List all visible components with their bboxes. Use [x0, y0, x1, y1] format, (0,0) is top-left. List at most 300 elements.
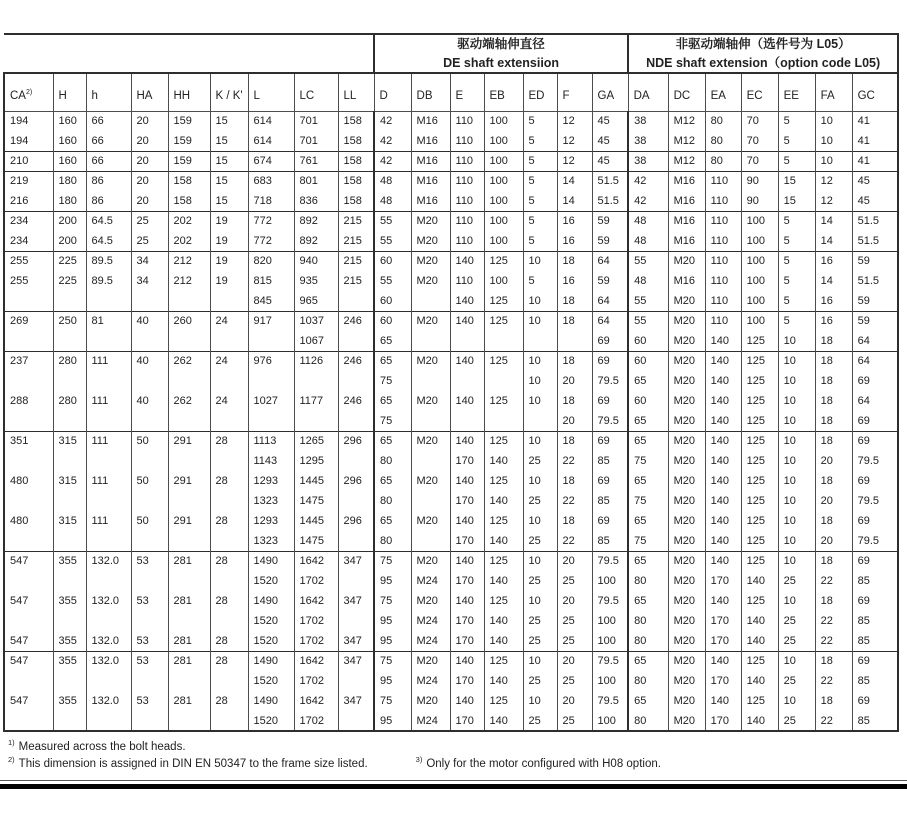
cell-FA: 20 [815, 531, 852, 551]
cell-LL: 246 [338, 311, 374, 331]
cell-EA: 140 [705, 431, 741, 451]
cell-GC: 51.5 [852, 271, 898, 291]
cell-EC: 100 [741, 271, 778, 291]
cell-KK [210, 291, 248, 311]
cell-DB [411, 411, 450, 431]
footnote-1-marker: 1) [8, 738, 15, 748]
cell-DC: M16 [668, 191, 705, 211]
cell-CA [4, 411, 53, 431]
cell-EC: 125 [741, 411, 778, 431]
cell-EC: 140 [741, 671, 778, 691]
cell-DA: 80 [628, 631, 668, 651]
cell-GA: 79.5 [592, 551, 628, 571]
table-row [4, 311, 898, 331]
cell-EB: 125 [484, 351, 523, 371]
cell-LC: 1642 [294, 551, 338, 571]
cell-HH: 202 [168, 231, 210, 251]
cell-FA: 12 [815, 191, 852, 211]
cell-ED [523, 411, 557, 431]
cell-DB: M16 [411, 151, 450, 171]
cell-DA: 42 [628, 171, 668, 191]
cell-DB [411, 451, 450, 471]
cell-DA: 55 [628, 251, 668, 271]
table-row [4, 411, 898, 431]
cell-KK: 15 [210, 151, 248, 171]
cell-DC: M20 [668, 471, 705, 491]
column-header-KK: K / K' [210, 73, 248, 111]
cell-H: 225 [53, 251, 86, 271]
cell-H [53, 671, 86, 691]
cell-EE: 10 [778, 531, 815, 551]
cell-h: 66 [86, 151, 131, 171]
cell-CA: 547 [4, 551, 53, 571]
cell-EA: 110 [705, 211, 741, 231]
cell-KK [210, 411, 248, 431]
cell-CA [4, 611, 53, 631]
cell-LC: 1702 [294, 571, 338, 591]
cell-EC: 140 [741, 711, 778, 731]
cell-FA: 18 [815, 331, 852, 351]
cell-EE: 5 [778, 151, 815, 171]
cell-H: 355 [53, 591, 86, 611]
cell-HA: 50 [131, 431, 168, 451]
cell-KK: 19 [210, 211, 248, 231]
cell-EE: 5 [778, 231, 815, 251]
cell-EC: 125 [741, 691, 778, 711]
cell-FA: 16 [815, 291, 852, 311]
cell-CA [4, 371, 53, 391]
cell-CA [4, 491, 53, 511]
cell-EE: 5 [778, 311, 815, 331]
cell-DA: 65 [628, 471, 668, 491]
cell-E: 110 [450, 151, 484, 171]
cell-D: 75 [374, 371, 411, 391]
cell-DC: M20 [668, 491, 705, 511]
cell-GC: 69 [852, 371, 898, 391]
cell-EB [484, 411, 523, 431]
cell-EA: 140 [705, 511, 741, 531]
cell-FA: 22 [815, 671, 852, 691]
cell-HH: 281 [168, 551, 210, 571]
cell-LL [338, 571, 374, 591]
cell-D: 65 [374, 331, 411, 351]
cell-GA: 69 [592, 351, 628, 371]
cell-E: 140 [450, 351, 484, 371]
footnotes [0, 732, 907, 781]
column-header-LL: LL [338, 73, 374, 111]
cell-DA: 38 [628, 151, 668, 171]
cell-EE: 10 [778, 431, 815, 451]
cell-DA: 65 [628, 691, 668, 711]
cell-GA: 64 [592, 251, 628, 271]
cell-GC: 59 [852, 291, 898, 311]
nde-title-en: NDE shaft extension（option code L05) [646, 55, 881, 70]
cell-EE: 25 [778, 631, 815, 651]
cell-LC: 761 [294, 151, 338, 171]
cell-EB: 125 [484, 251, 523, 271]
cell-CA [4, 711, 53, 731]
footnote-2 [8, 756, 368, 773]
table-row [4, 251, 898, 271]
cell-EB: 140 [484, 671, 523, 691]
cell-FA: 22 [815, 711, 852, 731]
cell-L: 614 [248, 111, 294, 131]
cell-HH: 212 [168, 251, 210, 271]
cell-ED: 5 [523, 171, 557, 191]
cell-EB: 140 [484, 611, 523, 631]
cell-EB: 140 [484, 451, 523, 471]
cell-GA: 69 [592, 331, 628, 351]
cell-HH [168, 491, 210, 511]
cell-EC: 125 [741, 391, 778, 411]
cell-LC: 1037 [294, 311, 338, 331]
cell-D: 60 [374, 311, 411, 331]
cell-LC: 1475 [294, 531, 338, 551]
cell-EA: 140 [705, 351, 741, 371]
cell-FA: 18 [815, 551, 852, 571]
cell-DC: M16 [668, 231, 705, 251]
cell-ED: 10 [523, 551, 557, 571]
cell-GC: 69 [852, 471, 898, 491]
cell-LC: 836 [294, 191, 338, 211]
cell-DB: M20 [411, 231, 450, 251]
table-row [4, 511, 898, 531]
cell-EE: 10 [778, 651, 815, 671]
cell-F: 12 [557, 151, 592, 171]
cell-EC: 70 [741, 111, 778, 131]
column-header-GA: GA [592, 73, 628, 111]
column-header-F: F [557, 73, 592, 111]
cell-DB: M20 [411, 351, 450, 371]
cell-h: 64.5 [86, 211, 131, 231]
cell-H: 315 [53, 511, 86, 531]
cell-HH: 281 [168, 591, 210, 611]
cell-H: 355 [53, 691, 86, 711]
cell-EE: 10 [778, 471, 815, 491]
cell-h: 81 [86, 311, 131, 331]
cell-h: 86 [86, 191, 131, 211]
cell-GA: 85 [592, 491, 628, 511]
cell-KK: 19 [210, 251, 248, 271]
cell-HH [168, 611, 210, 631]
cell-DB: M20 [411, 591, 450, 611]
cell-F: 20 [557, 691, 592, 711]
cell-LL: 215 [338, 211, 374, 231]
cell-EB: 125 [484, 651, 523, 671]
footnote-1 [8, 739, 186, 756]
cell-F: 16 [557, 271, 592, 291]
cell-DA: 60 [628, 351, 668, 371]
cell-EB: 100 [484, 131, 523, 151]
cell-DB: M16 [411, 171, 450, 191]
cell-F [557, 331, 592, 351]
cell-CA: 216 [4, 191, 53, 211]
cell-HH: 158 [168, 191, 210, 211]
cell-DC: M20 [668, 331, 705, 351]
cell-D: 42 [374, 131, 411, 151]
cell-LC: 940 [294, 251, 338, 271]
cell-HH: 262 [168, 351, 210, 371]
cell-H: 250 [53, 311, 86, 331]
cell-DB [411, 291, 450, 311]
table-row [4, 271, 898, 291]
cell-EA: 110 [705, 291, 741, 311]
cell-CA: 269 [4, 311, 53, 331]
cell-EA: 110 [705, 251, 741, 271]
cell-FA: 18 [815, 591, 852, 611]
cell-KK [210, 571, 248, 591]
cell-EB: 100 [484, 211, 523, 231]
cell-EA: 110 [705, 191, 741, 211]
cell-F: 20 [557, 651, 592, 671]
cell-EA: 170 [705, 571, 741, 591]
cell-KK [210, 371, 248, 391]
cell-LL: 158 [338, 111, 374, 131]
cell-GA: 51.5 [592, 171, 628, 191]
cell-EB: 125 [484, 471, 523, 491]
cell-EA: 110 [705, 271, 741, 291]
cell-ED: 5 [523, 151, 557, 171]
column-header-DA: DA [628, 73, 668, 111]
cell-E: 170 [450, 531, 484, 551]
group-header-empty [4, 34, 374, 73]
cell-DA: 48 [628, 231, 668, 251]
cell-D: 95 [374, 671, 411, 691]
cell-DB: M24 [411, 711, 450, 731]
cell-EA: 110 [705, 311, 741, 331]
cell-h [86, 451, 131, 471]
cell-CA: 547 [4, 651, 53, 671]
cell-FA: 18 [815, 431, 852, 451]
cell-GC: 69 [852, 691, 898, 711]
cell-HA: 53 [131, 591, 168, 611]
table-row [4, 631, 898, 651]
cell-D: 75 [374, 551, 411, 571]
cell-GA: 100 [592, 571, 628, 591]
cell-DA: 55 [628, 311, 668, 331]
cell-LC [294, 411, 338, 431]
cell-DC: M20 [668, 711, 705, 731]
cell-GC: 69 [852, 431, 898, 451]
cell-E: 110 [450, 191, 484, 211]
cell-CA: 547 [4, 631, 53, 651]
cell-h: 66 [86, 131, 131, 151]
cell-GA: 59 [592, 231, 628, 251]
cell-DC: M20 [668, 511, 705, 531]
cell-EA: 140 [705, 691, 741, 711]
cell-HH [168, 711, 210, 731]
cell-HA: 25 [131, 211, 168, 231]
column-header-LC: LC [294, 73, 338, 111]
cell-LL [338, 491, 374, 511]
cell-L: 1143 [248, 451, 294, 471]
cell-h [86, 571, 131, 591]
table-row [4, 451, 898, 471]
cell-CA [4, 531, 53, 551]
cell-DB: M16 [411, 131, 450, 151]
cell-FA: 10 [815, 111, 852, 131]
cell-DC: M20 [668, 391, 705, 411]
cell-GC: 85 [852, 631, 898, 651]
cell-EC: 100 [741, 211, 778, 231]
cell-L: 1027 [248, 391, 294, 411]
column-header-L: L [248, 73, 294, 111]
cell-ED: 10 [523, 591, 557, 611]
cell-EE: 10 [778, 391, 815, 411]
cell-KK: 19 [210, 231, 248, 251]
column-header-GC: GC [852, 73, 898, 111]
cell-DA: 48 [628, 211, 668, 231]
cell-h: 89.5 [86, 271, 131, 291]
cell-GA: 51.5 [592, 191, 628, 211]
table-row [4, 211, 898, 231]
cell-EC: 140 [741, 611, 778, 631]
cell-EC: 125 [741, 371, 778, 391]
cell-LL: 347 [338, 691, 374, 711]
cell-LC: 1642 [294, 691, 338, 711]
cell-KK [210, 331, 248, 351]
cell-LC: 701 [294, 131, 338, 151]
cell-ED: 5 [523, 211, 557, 231]
cell-HH: 281 [168, 651, 210, 671]
cell-L: 718 [248, 191, 294, 211]
cell-D: 95 [374, 711, 411, 731]
cell-F: 20 [557, 371, 592, 391]
cell-E: 140 [450, 691, 484, 711]
cell-L: 1520 [248, 611, 294, 631]
cell-KK: 28 [210, 691, 248, 711]
cell-HA [131, 571, 168, 591]
cell-L: 1490 [248, 691, 294, 711]
cell-EC: 125 [741, 591, 778, 611]
cell-E: 170 [450, 491, 484, 511]
cell-EA: 140 [705, 471, 741, 491]
cell-HA [131, 711, 168, 731]
cell-LL: 215 [338, 251, 374, 271]
cell-E: 170 [450, 451, 484, 471]
cell-EB: 125 [484, 551, 523, 571]
cell-L: 1323 [248, 531, 294, 551]
cell-DC: M12 [668, 111, 705, 131]
table-row [4, 471, 898, 491]
cell-HH [168, 291, 210, 311]
cell-GA: 69 [592, 471, 628, 491]
cell-h: 89.5 [86, 251, 131, 271]
cell-L: 683 [248, 171, 294, 191]
cell-EE: 10 [778, 551, 815, 571]
table-row [4, 591, 898, 611]
cell-EC: 125 [741, 651, 778, 671]
cell-FA: 16 [815, 311, 852, 331]
column-header-CA: CA$^{2)}$ [4, 73, 53, 111]
cell-FA: 10 [815, 151, 852, 171]
table-row [4, 231, 898, 251]
cell-H: 225 [53, 271, 86, 291]
cell-KK: 15 [210, 111, 248, 131]
cell-DB: M20 [411, 551, 450, 571]
cell-L: 1293 [248, 511, 294, 531]
cell-EA: 80 [705, 111, 741, 131]
cell-LC: 1475 [294, 491, 338, 511]
cell-D: 65 [374, 471, 411, 491]
cell-GC: 41 [852, 111, 898, 131]
cell-ED: 5 [523, 131, 557, 151]
cell-GA: 79.5 [592, 651, 628, 671]
cell-EC: 90 [741, 191, 778, 211]
cell-E: 170 [450, 611, 484, 631]
cell-CA [4, 331, 53, 351]
cell-EC: 90 [741, 171, 778, 191]
cell-HH: 291 [168, 511, 210, 531]
cell-DB: M20 [411, 251, 450, 271]
cell-DC: M20 [668, 311, 705, 331]
cell-FA: 12 [815, 171, 852, 191]
cell-EA: 80 [705, 131, 741, 151]
cell-HH [168, 411, 210, 431]
cell-D: 55 [374, 231, 411, 251]
cell-GA: 59 [592, 271, 628, 291]
cell-E: 140 [450, 251, 484, 271]
cell-EE: 10 [778, 591, 815, 611]
table-row [4, 651, 898, 671]
cell-F: 25 [557, 711, 592, 731]
cell-L: 772 [248, 211, 294, 231]
cell-EC: 100 [741, 291, 778, 311]
cell-E [450, 331, 484, 351]
cell-DC: M20 [668, 591, 705, 611]
cell-EE: 5 [778, 251, 815, 271]
group-header-row [4, 34, 898, 73]
cell-EE: 10 [778, 331, 815, 351]
cell-KK [210, 611, 248, 631]
column-header-D: D [374, 73, 411, 111]
cell-E: 140 [450, 311, 484, 331]
cell-E: 110 [450, 271, 484, 291]
cell-EC: 140 [741, 571, 778, 591]
cell-GA: 100 [592, 631, 628, 651]
table-row [4, 431, 898, 451]
cell-EA: 140 [705, 331, 741, 351]
cell-FA: 18 [815, 391, 852, 411]
cell-FA: 14 [815, 231, 852, 251]
cell-E: 140 [450, 291, 484, 311]
cell-LL [338, 371, 374, 391]
cell-EC: 125 [741, 531, 778, 551]
cell-DB: M20 [411, 511, 450, 531]
table-row [4, 571, 898, 591]
cell-EB: 125 [484, 511, 523, 531]
cell-EE: 10 [778, 451, 815, 471]
cell-HH: 291 [168, 431, 210, 451]
cell-D: 80 [374, 531, 411, 551]
cell-LC: 1126 [294, 351, 338, 371]
group-header-nde-shaft [628, 34, 898, 73]
table-row [4, 191, 898, 211]
cell-KK: 24 [210, 311, 248, 331]
cell-HH [168, 371, 210, 391]
table-row [4, 371, 898, 391]
cell-E: 140 [450, 651, 484, 671]
cell-h [86, 711, 131, 731]
cell-E: 110 [450, 111, 484, 131]
cell-ED: 5 [523, 191, 557, 211]
cell-F: 22 [557, 531, 592, 551]
cell-CA: 351 [4, 431, 53, 451]
cell-EB: 125 [484, 391, 523, 411]
cell-H: 355 [53, 651, 86, 671]
cell-ED: 10 [523, 391, 557, 411]
cell-DC: M20 [668, 611, 705, 631]
